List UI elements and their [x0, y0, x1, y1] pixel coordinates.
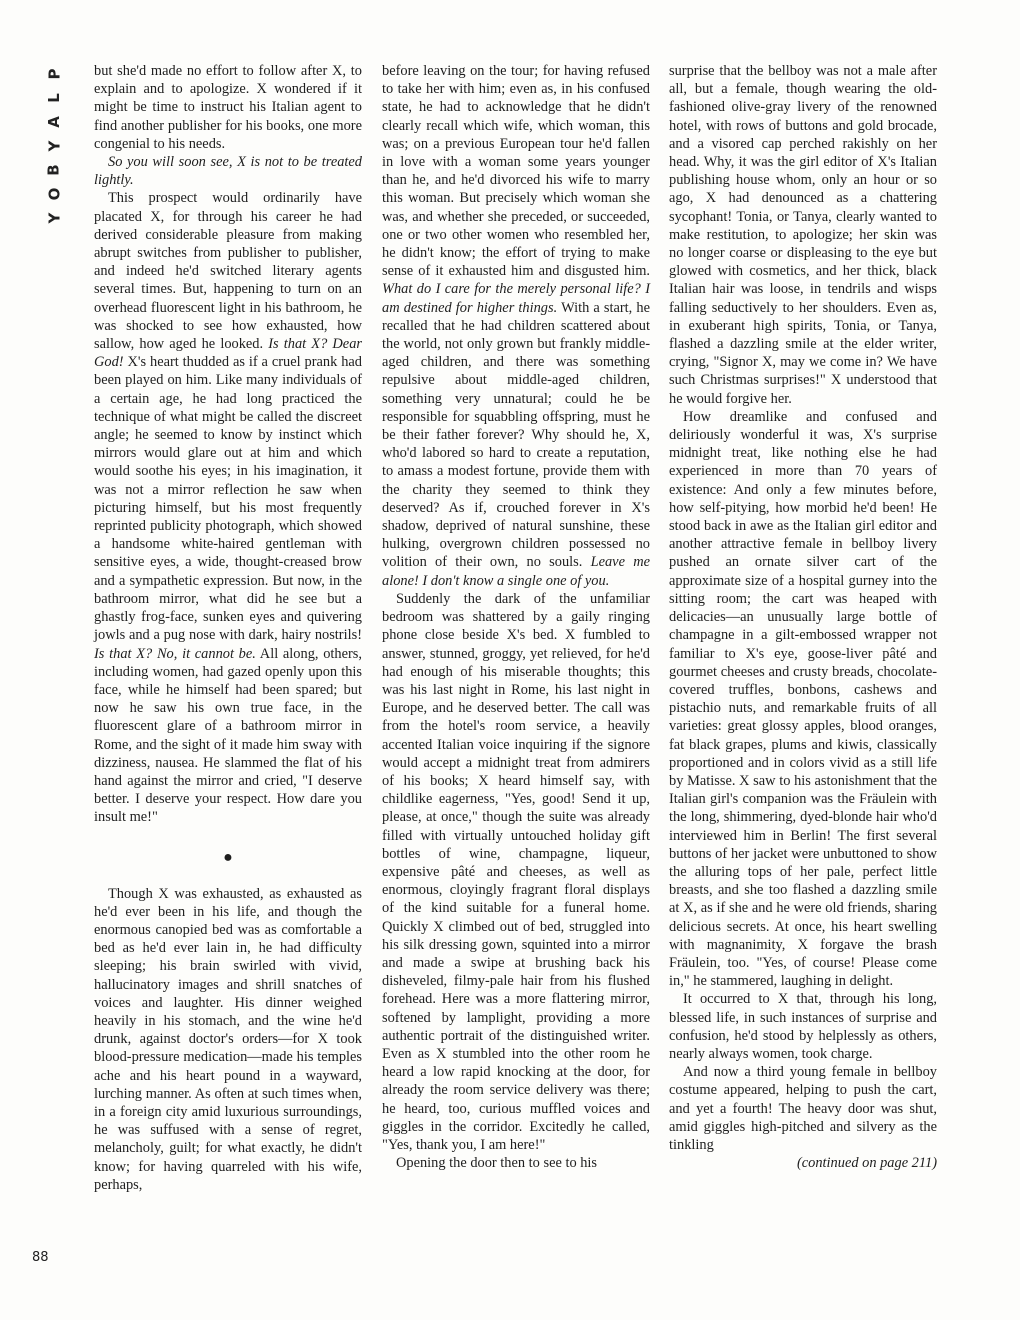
text-run: before leaving on the tour; for having refused to take her with him; even as, in his confused state, he had to acknowledge that he didn't clearly recall which wife, which woman, this was; on a previous European tour he'd fallen in love with a woman some years younger than he, and he'd divorced his wife to marry this woman. But precisely which woman she was, and whether she preceded, or succeeded, one or two other women who resembled her, he didn't know; the effort of trying to make sense of it exhausted him and disgusted him.: [382, 63, 650, 280]
italic-run: Is that X? No, it cannot be.: [94, 645, 256, 662]
paragraph: It occurred to X that, through his long, blessed life, in such instances of surprise and confusion, he'd stood by helplessly as others, nearly always women, took charge.: [669, 991, 937, 1062]
paragraph: Suddenly the dark of the unfamiliar bedroom was shattered by a gaily ringing phone close beside X's bed. X fumbled to answer, stunned, groggy, yet relieved, for he'd had enough of his miserable thoughts; this was his last night in Rome, his last night in Europe, and he deserved better. The call was from the hotel's room service, a heavily accented Italian voice inquiring if the signore would accept a midnight treat from admirers of his books; X heard himself say, with childlike eagerness, "Yes, good! Send it up, please, at once," though the suite was already filled with virtually untouched holiday gift bottles of wine, champagne, liqueur, expensive pâté and cheeses, as well as enormous, cloyingly fragrant floral displays of the kind suitable for a funeral home. Quickly X climbed out of bed, struggled into his silk dressing gown, squinted into a mirror and made a swipe at brushing back his disheveled, filmy-pale hair from his flushed forehead. Here was a more flattering mirror, softened by lamplight, providing a more authentic portrait of the distinguished writer. Even as X stumbled into the other room he heard a low rapid knocking at the door, for already the room service delivery was there; he heard, too, curious muffled voices and giggles in the corridor. Excitedly he called, "Yes, thank you, I am here!": [382, 590, 650, 1153]
paragraph: [94, 189, 362, 826]
paragraph: [382, 62, 650, 590]
masthead-letter: Y: [45, 140, 63, 152]
text-column-1: [94, 62, 362, 1194]
text-run: This prospect would ordinarily have placated X, for through his career he had derived considerable pleasure from making abrupt switches from publisher to publisher, and indeed he'd switched literary agents several times. But, happening to turn on an overhead fluorescent light in his bathroom, he was shocked to see how exhausted, how sallow, how aged he looked.: [94, 190, 362, 353]
continued-note: (continued on page 211): [796, 1155, 937, 1172]
text-run: All along, others, including women, had gazed openly upon this face, while he himself had been spared; but now he saw his own true face, in the fluorescent glare of a bathroom mirror in Rome, and the sight of it made him sway with dizziness, nausea. He slammed the flat of his hand against the mirror and cried, "I deserve better. I deserve your respect. How dare you insult me!": [94, 645, 362, 826]
text-run: With a start, he recalled that he had children scattered about the world, not only grown but frankly middle-aged children, and there was something repulsive about middle-aged children, something very unnatural; could he be responsible for squabbling offspring, must he be their father forever? Why should he, X, who'd labored so hard to create a reputation, to amass a modest fortune, provide them with the charity they seemed to think they deserved? As if, crouched forever in X's shadow, deprived of natural sunshine, these hulking, overgrown children possessed no volition of their own, no souls.: [382, 299, 650, 571]
italic-run: What do I care for the merely personal life? I am destined for higher things.: [382, 281, 650, 316]
paragraph: How dreamlike and confused and deliriously wonderful it was, X's surprise midnight treat, like nothing else he had experienced in more than 70 years of existence: And only a few minutes before, how self-pitying, how morbid he'd been! He stood back in awe as the Italian girl editor and another attractive female in bellboy livery pushed an ornate silver cart of the approximate size of a hospital gurney into the sitting room; the cart was heaped with delicacies—an unusually large bottle of champagne in a gilt-embossed wrapper not familiar to X's eye, goose-liver pâté and gourmet cheeses and crusty breads, chocolate-covered truffles, bonbons, cashews and pistachio nuts, and remarkable fruits of all varieties: great glossy apples, blood oranges, fat black grapes, plums and kiwis, classically proportioned and in colors vivid as a still life by Matisse. X saw to his astonishment that the Italian girl's companion was the Fräulein with the long, shimmering, dyed-blonde hair who'd interviewed him in Berlin! The first several buttons of her jacket were unbuttoned to show the alluring tops of her pale, perfect little breasts, and she too flashed a dazzling smile at X, as if she and he were old friends, sharing delicious secrets. At once, his heart swelling with magnanimity, X forgave the brash Fräulein, too. "Yes, of course! Please come in," he stammered, laughing in delight.: [669, 408, 937, 990]
paragraph: And now a third young female in bellboy costume appeared, helping to push the cart, and yet a fourth! The heavy door was shut, amid giggles high-pitched and silvery as the tinkling: [669, 1064, 937, 1153]
masthead-playboy: [40, 62, 68, 230]
masthead-letter: P: [45, 68, 63, 80]
text-run: X's heart thudded as if a cruel prank had been played on him. Like many individuals of a certain age, he had long practiced the technique of what might be called the discreet angle; he seemed to know by instinct which mirrors would glare out at him and which would soothe his eyes; in his imagination, it was not a mirror reflection he saw when picturing himself, but his most frequently reprinted publicity photograph, which showed a handsome white-haired gentleman with sensitive eyes, a wide, thought-creased brow and a sympathetic expression. But now, in the bathroom mirror, what did he see but a ghastly frog-face, sunken eyes and quivering jowls and a pug nose with dark, hairy nostrils!: [94, 354, 362, 644]
paragraph: but she'd made no effort to follow after X, to explain and to apologize. X wondered if it might be time to instruct his Italian agent to find another publisher for his books, one more congenial to his needs.: [94, 63, 362, 152]
page-number: 88: [32, 1250, 49, 1265]
section-divider-bullet: ●: [223, 848, 233, 866]
text-column-3: [669, 62, 937, 1172]
paragraph: Though X was exhausted, as exhausted as he'd ever been in his life, and though the enormous canopied bed was as comfortable a bed as he'd ever lain in, he had difficulty sleeping; his brain swirled with vivid, hallucinatory images and shrill snatches of voices and laughter. His dinner weighed heavily in his stomach, and the wine he'd drunk, against doctor's orders—for X took blood-pressure medication—made his temples ache and his heart pound in a wayward, lurching manner. As often at such times when, in a foreign city amid luxurious surroundings, he was suffused with a sense of regret, melancholy, guilt; for what exactly, he didn't know; for having quarreled with his wife, perhaps,: [94, 885, 362, 1193]
paragraph: surprise that the bellboy was not a male after all, but a female, though wearing the old-fashioned olive-gray livery of the renowned hotel, with rows of buttons and gold brocade, and a visored cap perched rakishly on her head. Why, it was the girl editor of X's Italian publishing house whom, only an hour or so ago, X had denounced as a chattering sycophant! Tonia, or Tanya, clearly wanted to make restitution, to apologize; her skin was no longer coarse or displeasing to the eye but glowed with cosmetics, and her thick, black Italian hair was loose, in tendrils and wisps falling seductively to her shoulders. Even as, in exuberant high spirits, Tonia, or Tanya, flashed a dazzling smile at the elder writer, crying, "Signor X, may we come in? We have such Christmas surprises!" X understood that he would forgive her.: [669, 63, 937, 407]
masthead-letter: Y: [45, 212, 63, 224]
italic-run: Is that X? Dear God!: [94, 336, 362, 371]
italic-run: Leave me alone! I don't know a single one of you.: [382, 554, 650, 589]
masthead-letter: O: [44, 187, 63, 201]
italic-paragraph: So you will soon see, X is not to be treated lightly.: [94, 154, 362, 189]
masthead-letter: A: [44, 116, 63, 128]
paragraph: Opening the door then to see to his: [396, 1155, 598, 1172]
masthead-letter: B: [45, 164, 63, 176]
masthead-letter: L: [45, 93, 63, 103]
text-column-2: [382, 62, 650, 1172]
